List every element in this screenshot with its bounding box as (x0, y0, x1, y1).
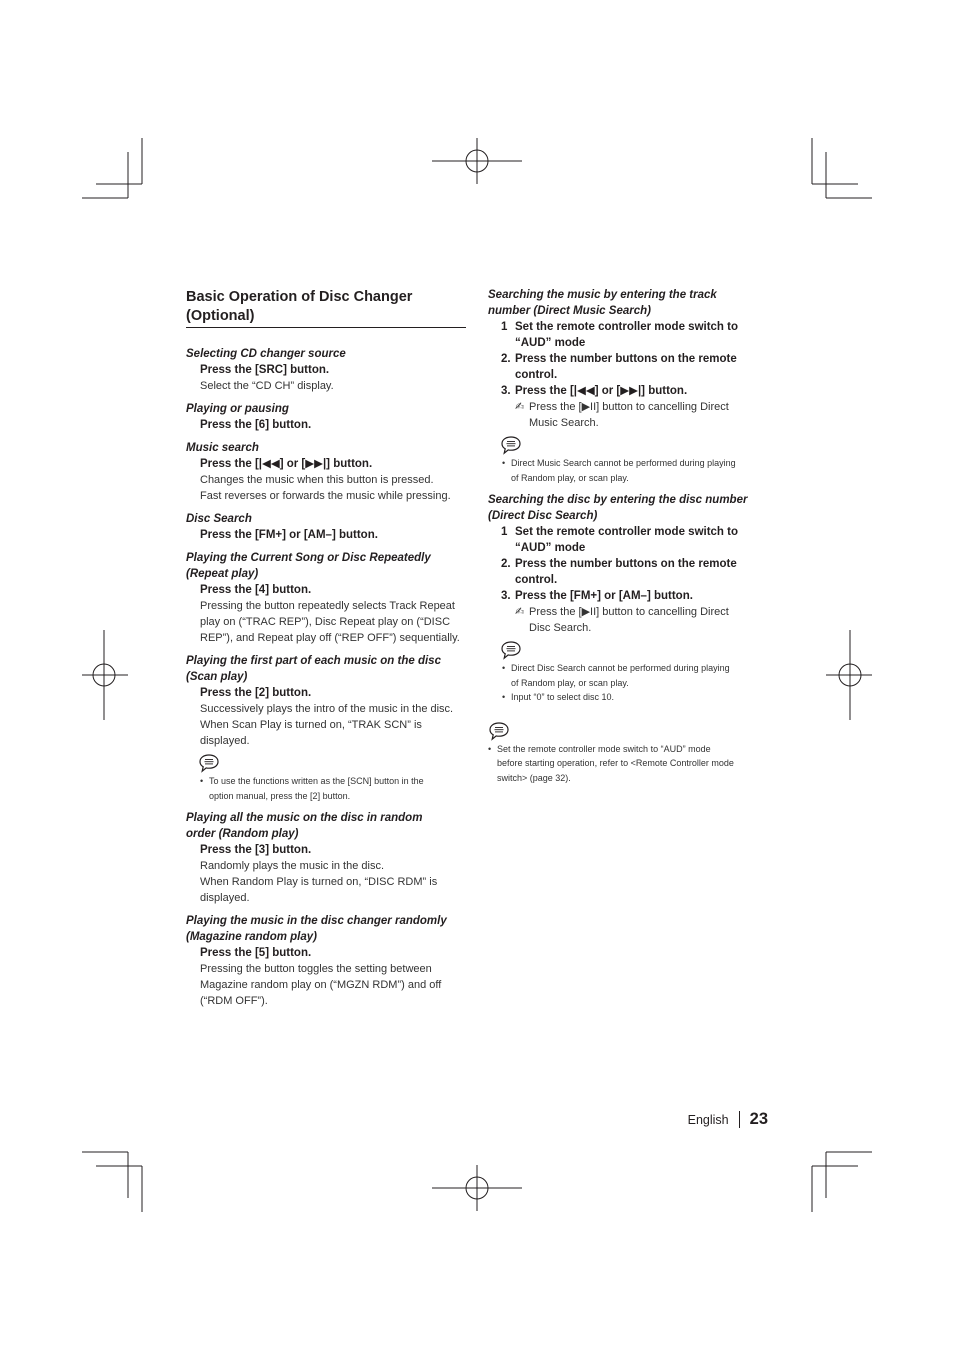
note-item: • Set the remote controller mode switch to “AUD” mode before starting operation, refer to <Remote Controller mode switch> (page 32). (488, 743, 734, 783)
footer-divider (739, 1111, 740, 1128)
subheading: (Direct Disc Search) (488, 510, 598, 522)
direct-music-block (488, 287, 772, 485)
registration-mark-icon (432, 138, 522, 184)
section-title: Basic Operation of Disc Changer (Optional) (186, 288, 466, 328)
pen-icon: ✍ (515, 401, 525, 413)
note-speech-bubble-icon (198, 753, 220, 773)
step-1: 1 Set the remote controller mode switch to “AUD” mode (501, 526, 739, 554)
subheading: Playing or pausing (186, 403, 289, 415)
note-speech-bubble-icon (488, 721, 510, 741)
left-column (186, 288, 466, 1009)
description: (“RDM OFF”). (200, 995, 268, 1007)
subheading: (Repeat play) (186, 568, 259, 580)
description: When Random Play is turned on, “DISC RDM” is (200, 876, 438, 888)
description: Pressing the button toggles the setting between (200, 963, 432, 975)
instruction: Press the [FM+] or [AM–] button. (200, 529, 378, 541)
note-item: • Direct Music Search cannot be performed during playing of Random play, or scan play. (502, 458, 736, 483)
tip: ✍ Press the [▶II] button to cancelling Direct Music Search. (515, 401, 729, 429)
subheading: Disc Search (186, 513, 252, 525)
description: displayed. (200, 892, 250, 904)
subheading: (Scan play) (186, 671, 248, 683)
instruction: Press the [5] button. (200, 947, 312, 959)
language-label: English (687, 1112, 729, 1127)
page-footer (688, 1110, 768, 1129)
tip: ✍ Press the [▶II] button to cancelling Direct Disc Search. (515, 606, 729, 634)
step-3: 3. Press the [FM+] or [AM–] button. (501, 590, 693, 602)
description: displayed. (200, 735, 250, 747)
pen-icon: ✍ (515, 606, 525, 618)
subheading: Playing the music in the disc changer randomly (186, 915, 447, 927)
note-item: • Direct Disc Search cannot be performed during playing of Random play, or scan play. (502, 663, 730, 688)
description: REP”), and Repeat play off (“REP OFF”) sequentially. (200, 632, 460, 644)
registration-mark-icon (432, 1165, 522, 1211)
step-1: 1 Set the remote controller mode switch to “AUD” mode (501, 321, 739, 349)
general-note-block (488, 721, 772, 786)
cd-source-block (186, 346, 466, 394)
instruction: Press the [4] button. (200, 584, 312, 596)
description: Fast reverses or forwards the music while pressing. (200, 490, 451, 502)
music-search-block (186, 440, 466, 504)
description: Magazine random play on (“MGZN RDM”) and off (200, 979, 442, 991)
note-speech-bubble-icon (500, 640, 522, 660)
subheading: (Magazine random play) (186, 931, 317, 943)
description: Successively plays the intro of the music in the disc. (200, 703, 454, 715)
description: play on (“TRAC REP”), Disc Repeat play on (“DISC (200, 616, 451, 628)
subheading: Playing all the music on the disc in random (186, 812, 423, 824)
disc-search-block (186, 511, 466, 543)
step-2: 2. Press the number buttons on the remote control. (501, 558, 737, 586)
page-number: 23 (749, 1110, 768, 1128)
subheading: Music search (186, 442, 259, 454)
subheading: Searching the music by entering the track (488, 289, 717, 301)
step-3: 3. Press the [|◀◀] or [▶▶|] button. (501, 385, 688, 397)
instruction: Press the [6] button. (200, 419, 312, 431)
instruction: Press the [3] button. (200, 844, 312, 856)
subheading: Playing the first part of each music on the disc (186, 655, 441, 667)
subheading: number (Direct Music Search) (488, 305, 651, 317)
description: Changes the music when this button is pressed. (200, 474, 434, 486)
repeat-block (186, 550, 466, 646)
note-item: • To use the functions written as the [SCN] button in the option manual, press the [2] button. (200, 776, 424, 801)
scan-block (186, 653, 466, 803)
registration-mark-icon (82, 630, 128, 720)
subheading: Playing the Current Song or Disc Repeatedly (186, 552, 431, 564)
pause-block (186, 401, 466, 433)
magazine-block (186, 913, 466, 1009)
description: Pressing the button repeatedly selects Track Repeat (200, 600, 455, 612)
registration-mark-icon (826, 630, 872, 720)
direct-disc-block (488, 492, 772, 705)
subheading: Selecting CD changer source (186, 348, 346, 360)
note-speech-bubble-icon (500, 435, 522, 455)
instruction: Press the [2] button. (200, 687, 312, 699)
instruction: Press the [|◀◀] or [▶▶|] button. (200, 458, 373, 470)
note-item: • Input “0” to select disc 10. (502, 692, 615, 702)
step-2: 2. Press the number buttons on the remote control. (501, 353, 737, 381)
description: When Scan Play is turned on, “TRAK SCN” is (200, 719, 422, 731)
subheading: order (Random play) (186, 828, 299, 840)
description: Randomly plays the music in the disc. (200, 860, 385, 872)
instruction: Press the [SRC] button. (200, 364, 330, 376)
random-block (186, 810, 466, 906)
right-column (488, 287, 772, 785)
subheading: Searching the disc by entering the disc number (488, 494, 748, 506)
description: Select the “CD CH” display. (200, 380, 334, 392)
